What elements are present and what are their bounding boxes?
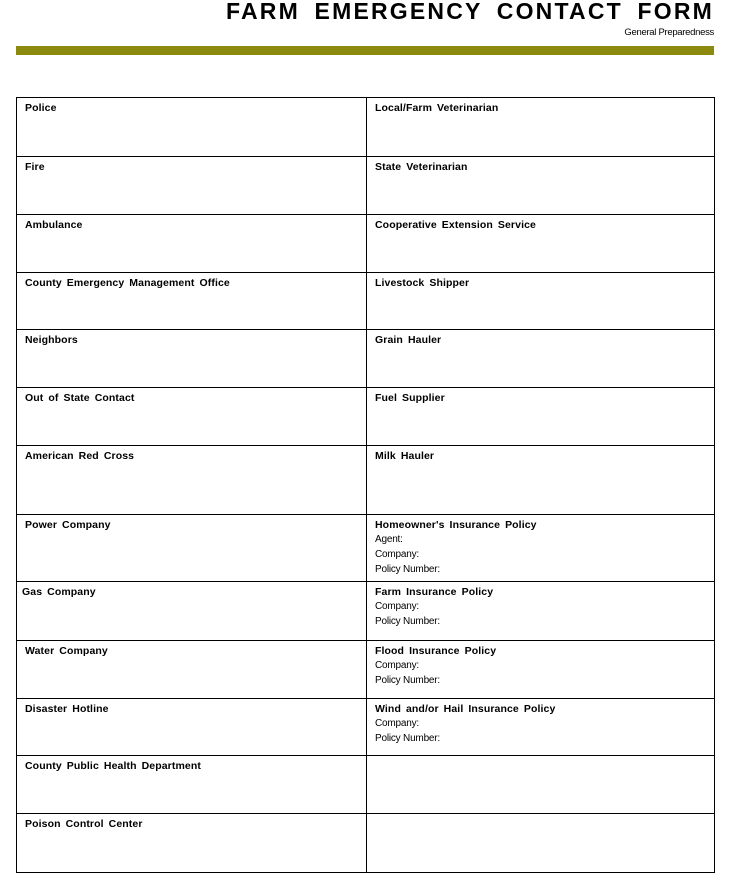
contact-label: Out of State Contact	[25, 392, 135, 404]
contact-label: Fire	[25, 161, 45, 173]
contact-label: Poison Control Center	[25, 818, 143, 830]
contact-cell-content	[367, 814, 714, 822]
contact-cell-right[interactable]	[367, 446, 715, 515]
contact-cell-content	[17, 157, 366, 178]
contact-cell-content	[367, 98, 714, 119]
contact-cell-right[interactable]	[367, 699, 715, 756]
contact-cell-content	[17, 215, 366, 236]
contact-label: Homeowner's Insurance Policy	[375, 519, 537, 531]
policy-field-label: Company:	[375, 549, 419, 560]
contact-cell-content	[367, 273, 714, 294]
header-rule	[16, 46, 714, 55]
contact-cell-left[interactable]	[17, 814, 367, 873]
contact-cell-right[interactable]	[367, 273, 715, 330]
table-row	[17, 330, 715, 388]
contact-cell-content	[17, 756, 366, 777]
contact-cell-content	[17, 515, 366, 536]
contact-cell-left[interactable]	[17, 582, 367, 641]
table-row	[17, 641, 715, 699]
contact-cell-content	[367, 756, 714, 764]
contact-label: Grain Hauler	[375, 334, 442, 346]
contact-cell-content	[367, 582, 714, 633]
contact-table	[16, 97, 715, 873]
contact-label: Local/Farm Veterinarian	[375, 102, 499, 114]
contact-cell-left[interactable]	[17, 756, 367, 814]
contact-label: Livestock Shipper	[375, 277, 470, 289]
contact-label: Gas Company	[22, 586, 96, 598]
contact-label: Neighbors	[25, 334, 78, 346]
contact-cell-left[interactable]	[17, 98, 367, 157]
contact-cell-right[interactable]	[367, 215, 715, 273]
contact-cell-content	[17, 388, 366, 409]
contact-cell-content	[17, 582, 366, 603]
contact-cell-content	[367, 388, 714, 409]
table-row	[17, 756, 715, 814]
contact-cell-left[interactable]	[17, 641, 367, 699]
contact-cell-content	[367, 699, 714, 750]
contact-cell-content	[367, 157, 714, 178]
contact-label: Water Company	[25, 645, 108, 657]
table-row	[17, 157, 715, 215]
contact-label: Milk Hauler	[375, 450, 435, 462]
contact-cell-right[interactable]	[367, 756, 715, 814]
contact-cell-content	[17, 98, 366, 119]
policy-field-label: Policy Number:	[375, 564, 440, 575]
contact-label: Ambulance	[25, 219, 83, 231]
contact-cell-content	[17, 330, 366, 351]
contact-label: County Emergency Management Office	[25, 277, 230, 289]
form-title: FARM EMERGENCY CONTACT FORM	[226, 0, 714, 24]
contact-cell-right[interactable]	[367, 641, 715, 699]
contact-cell-left[interactable]	[17, 515, 367, 582]
table-row	[17, 582, 715, 641]
policy-field-label: Policy Number:	[375, 616, 440, 627]
contact-cell-right[interactable]	[367, 157, 715, 215]
table-row	[17, 814, 715, 873]
contact-cell-right[interactable]	[367, 388, 715, 446]
contact-cell-right[interactable]	[367, 814, 715, 873]
contact-label: State Veterinarian	[375, 161, 468, 173]
contact-cell-content	[367, 446, 714, 467]
policy-field-label: Company:	[375, 601, 419, 612]
contact-label: Disaster Hotline	[25, 703, 109, 715]
contact-cell-right[interactable]	[367, 582, 715, 641]
contact-label: Wind and/or Hail Insurance Policy	[375, 703, 556, 715]
contact-cell-content	[367, 515, 714, 581]
policy-field-label: Agent:	[375, 534, 403, 545]
table-row	[17, 215, 715, 273]
table-row	[17, 446, 715, 515]
contact-cell-content	[367, 641, 714, 692]
contact-cell-left[interactable]	[17, 330, 367, 388]
contact-label: County Public Health Department	[25, 760, 201, 772]
table-row	[17, 699, 715, 756]
table-row	[17, 515, 715, 582]
contact-cell-content	[367, 330, 714, 351]
contact-cell-left[interactable]	[17, 446, 367, 515]
contact-cell-right[interactable]	[367, 330, 715, 388]
contact-cell-content	[17, 699, 366, 720]
contact-cell-left[interactable]	[17, 157, 367, 215]
policy-field-label: Company:	[375, 660, 419, 671]
contact-cell-left[interactable]	[17, 699, 367, 756]
contact-label: American Red Cross	[25, 450, 135, 462]
contact-label: Police	[25, 102, 57, 114]
contact-cell-content	[367, 215, 714, 236]
contact-label: Cooperative Extension Service	[375, 219, 536, 231]
contact-label: Power Company	[25, 519, 111, 531]
contact-label: Farm Insurance Policy	[375, 586, 494, 598]
contact-cell-content	[17, 446, 366, 467]
contact-cell-content	[17, 641, 366, 662]
contact-cell-content	[17, 814, 366, 835]
form-subtitle: General Preparedness	[624, 27, 714, 38]
table-row	[17, 388, 715, 446]
contact-cell-left[interactable]	[17, 388, 367, 446]
policy-field-label: Policy Number:	[375, 675, 440, 686]
policy-field-label: Policy Number:	[375, 733, 440, 744]
policy-field-label: Company:	[375, 718, 419, 729]
contact-label: Fuel Supplier	[375, 392, 445, 404]
table-row	[17, 273, 715, 330]
contact-cell-content	[17, 273, 366, 294]
table-row	[17, 98, 715, 157]
contact-cell-left[interactable]	[17, 215, 367, 273]
contact-cell-right[interactable]	[367, 98, 715, 157]
contact-cell-left[interactable]	[17, 273, 367, 330]
contact-label: Flood Insurance Policy	[375, 645, 497, 657]
contact-cell-right[interactable]	[367, 515, 715, 582]
